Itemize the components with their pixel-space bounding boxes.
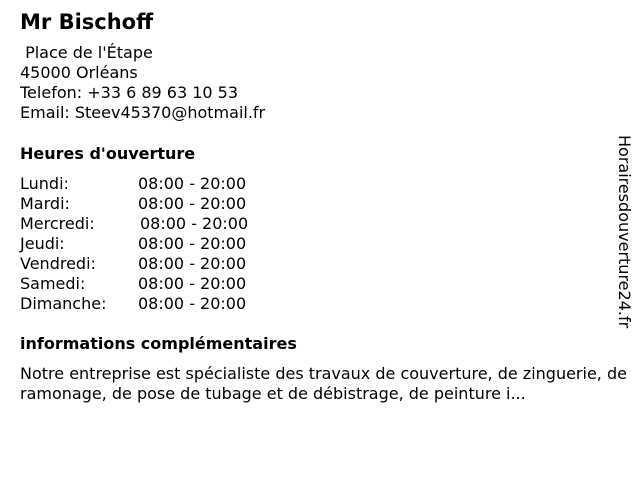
additional-info-text: Notre entreprise est spécialiste des travaux de couverture, de zinguerie, de ramonage, de pose de tubage et de débistrage, de peinture i... (20, 364, 627, 403)
time-range: 08:00 - 20:00 (140, 214, 249, 233)
hours-row-thursday (20, 234, 246, 254)
day-label: Dimanche: (20, 294, 107, 313)
day-label: Mercredi: (20, 214, 95, 233)
hours-row-monday (20, 174, 246, 194)
hours-row-tuesday (20, 194, 246, 214)
email-address: Email: Steev45370@hotmail.fr (20, 103, 266, 122)
time-range: 08:00 - 20:00 (138, 254, 247, 273)
day-label: Jeudi: (20, 234, 65, 253)
day-label: Mardi: (20, 194, 70, 213)
business-name: Mr Bischoff (20, 10, 154, 34)
day-label: Samedi: (20, 274, 86, 293)
day-label: Vendredi: (20, 254, 96, 273)
additional-info-title: informations complémentaires (20, 334, 297, 353)
hours-row-sunday (20, 294, 246, 314)
site-watermark (614, 135, 634, 345)
time-range: 08:00 - 20:00 (138, 174, 247, 193)
time-range: 08:00 - 20:00 (138, 194, 247, 213)
hours-row-wednesday (20, 214, 248, 234)
opening-hours-title: Heures d'ouverture (20, 144, 196, 163)
time-range: 08:00 - 20:00 (138, 294, 247, 313)
hours-row-saturday (20, 274, 246, 294)
phone-number: Telefon: +33 6 89 63 10 53 (20, 83, 239, 102)
time-range: 08:00 - 20:00 (138, 274, 247, 293)
day-label: Lundi: (20, 174, 69, 193)
address-line-street: Place de l'Étape (20, 43, 153, 62)
address-line-city: 45000 Orléans (20, 63, 138, 82)
hours-row-friday (20, 254, 246, 274)
watermark-text: Horairesdouverture24.fr (615, 135, 634, 329)
time-range: 08:00 - 20:00 (138, 234, 247, 253)
